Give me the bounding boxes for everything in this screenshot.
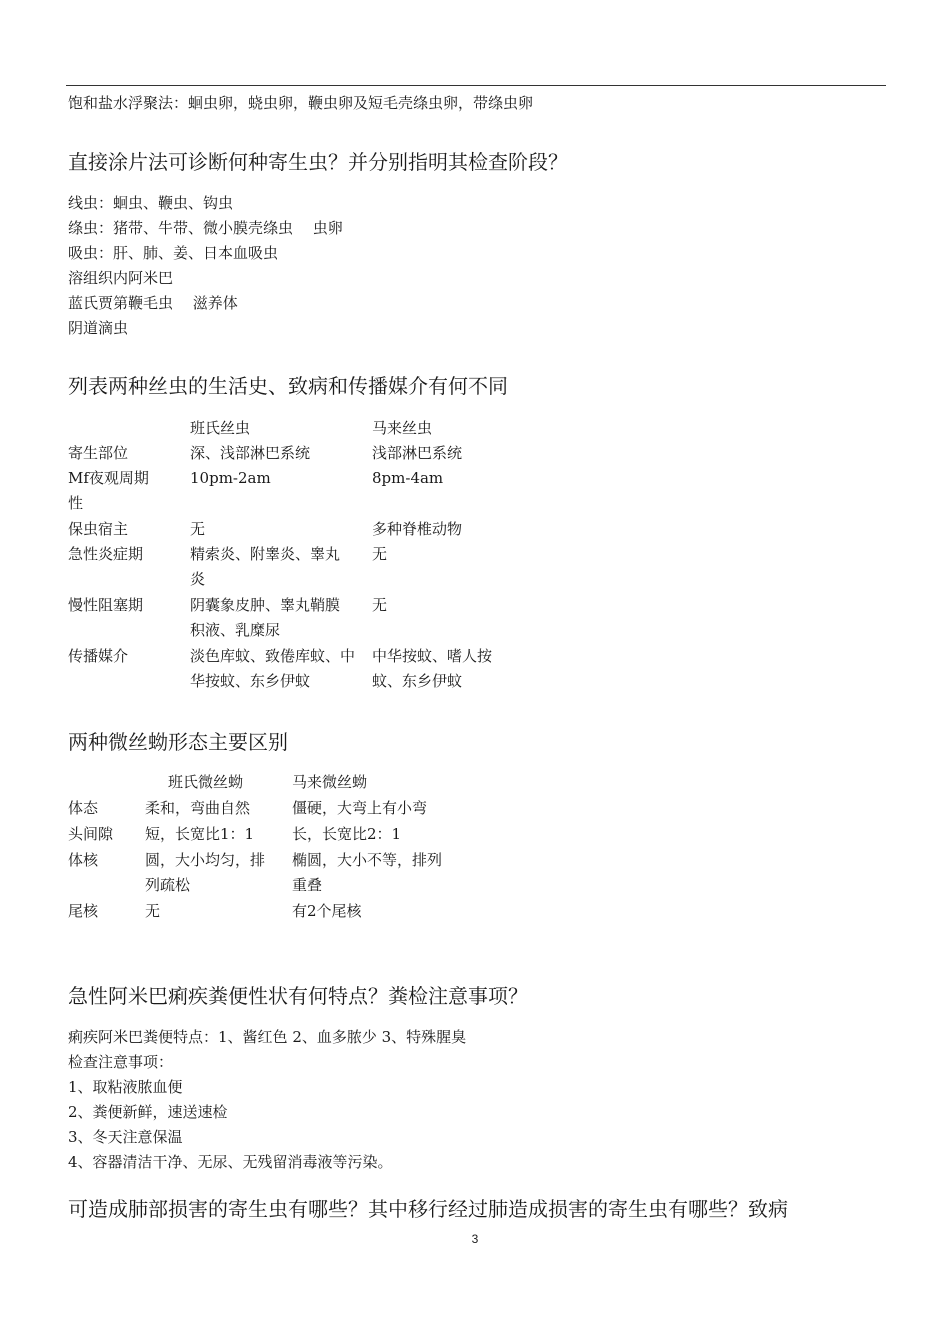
- table-cell: 椭圆，大小不等，排列重叠: [292, 851, 443, 894]
- section3-title: 两种微丝蚴形态主要区别: [68, 730, 288, 754]
- table-cell: 阴囊象皮肿、睾丸鞘膜积液、乳糜尿: [190, 596, 341, 639]
- table-header: 班氏丝虫: [190, 419, 251, 437]
- page-number: 3: [471, 1232, 479, 1246]
- table-cell: 深、浅部淋巴系统: [190, 444, 311, 462]
- table-row-label: 保虫宿主: [68, 520, 129, 538]
- table-row-label: 体核: [68, 851, 99, 869]
- table-cell: 8pm-4am: [372, 469, 444, 487]
- section4-line: 4、容器清洁干净、无尿、无残留消毒液等污染。: [68, 1153, 393, 1171]
- table-cell: 无: [190, 520, 206, 538]
- table-header: 班氏微丝蚴: [168, 773, 244, 791]
- table-cell: 柔和，弯曲自然: [145, 799, 251, 817]
- section1-line: 蓝氏贾第鞭毛虫 滋养体: [68, 294, 238, 312]
- table-cell: 多种脊椎动物: [372, 520, 463, 538]
- section1-line: 线虫：蛔虫、鞭虫、钩虫: [68, 194, 234, 212]
- section4-line: 1、取粘液脓血便: [68, 1078, 183, 1096]
- table-cell: 圆，大小均匀，排列疏松: [145, 851, 266, 894]
- section4-line: 3、冬天注意保温: [68, 1128, 183, 1146]
- table-header: 马来微丝蚴: [292, 773, 368, 791]
- table-cell: 短，长宽比1：1: [145, 825, 255, 843]
- section1-line: 阴道滴虫: [68, 319, 129, 337]
- section4-title: 急性阿米巴痢疾粪便性状有何特点？粪检注意事项？: [68, 984, 528, 1008]
- top-line: 饱和盐水浮聚法：蛔虫卵，蛲虫卵，鞭虫卵及短毛壳绦虫卵，带绦虫卵: [68, 94, 534, 112]
- section1-line: 吸虫：肝、肺、姜、日本血吸虫: [68, 244, 279, 262]
- table-row-label: 寄生部位: [68, 444, 129, 462]
- section4-line: 检查注意事项：: [68, 1053, 174, 1071]
- table-row-label: 头间隙: [68, 825, 114, 843]
- table-cell: 无: [372, 596, 388, 614]
- table-cell: 僵硬，大弯上有小弯: [292, 799, 428, 817]
- table-cell: 长，长宽比2：1: [292, 825, 402, 843]
- table-cell: 精索炎、附睾炎、睾丸炎: [190, 545, 341, 588]
- section1-line: 绦虫：猪带、牛带、微小膜壳绦虫 虫卵: [68, 219, 343, 237]
- table-cell: 无: [145, 902, 161, 920]
- table-row-label: Mf夜观周期性: [68, 469, 149, 512]
- table-row-label: 慢性阻塞期: [68, 596, 144, 614]
- table-row-label: 急性炎症期: [68, 545, 144, 563]
- table-header: 马来丝虫: [372, 419, 433, 437]
- section4-line: 2、粪便新鲜，速送速检: [68, 1103, 228, 1121]
- section5-title: 可造成肺部损害的寄生虫有哪些？其中移行经过肺造成损害的寄生虫有哪些？致病: [68, 1197, 788, 1221]
- table-cell: 10pm-2am: [190, 469, 271, 487]
- section4-line: 痢疾阿米巴粪便特点：1、酱红色 2、血多脓少 3、特殊腥臭: [68, 1028, 467, 1046]
- table-row-label: 传播媒介: [68, 647, 129, 665]
- table-cell: 浅部淋巴系统: [372, 444, 463, 462]
- table-row-label: 尾核: [68, 902, 99, 920]
- section1-title: 直接涂片法可诊断何种寄生虫？并分别指明其检查阶段？: [68, 150, 568, 174]
- header-rule: [66, 85, 886, 86]
- table-row-label: 体态: [68, 799, 99, 817]
- table-cell: 中华按蚊、嗜人按蚊、东乡伊蚊: [372, 647, 493, 690]
- table-cell: 有2个尾核: [292, 902, 362, 920]
- section2-title: 列表两种丝虫的生活史、致病和传播媒介有何不同: [68, 374, 508, 398]
- table-cell: 淡色库蚊、致倦库蚊、中华按蚊、东乡伊蚊: [190, 647, 356, 690]
- section1-line: 溶组织内阿米巴: [68, 269, 174, 287]
- table-cell: 无: [372, 545, 388, 563]
